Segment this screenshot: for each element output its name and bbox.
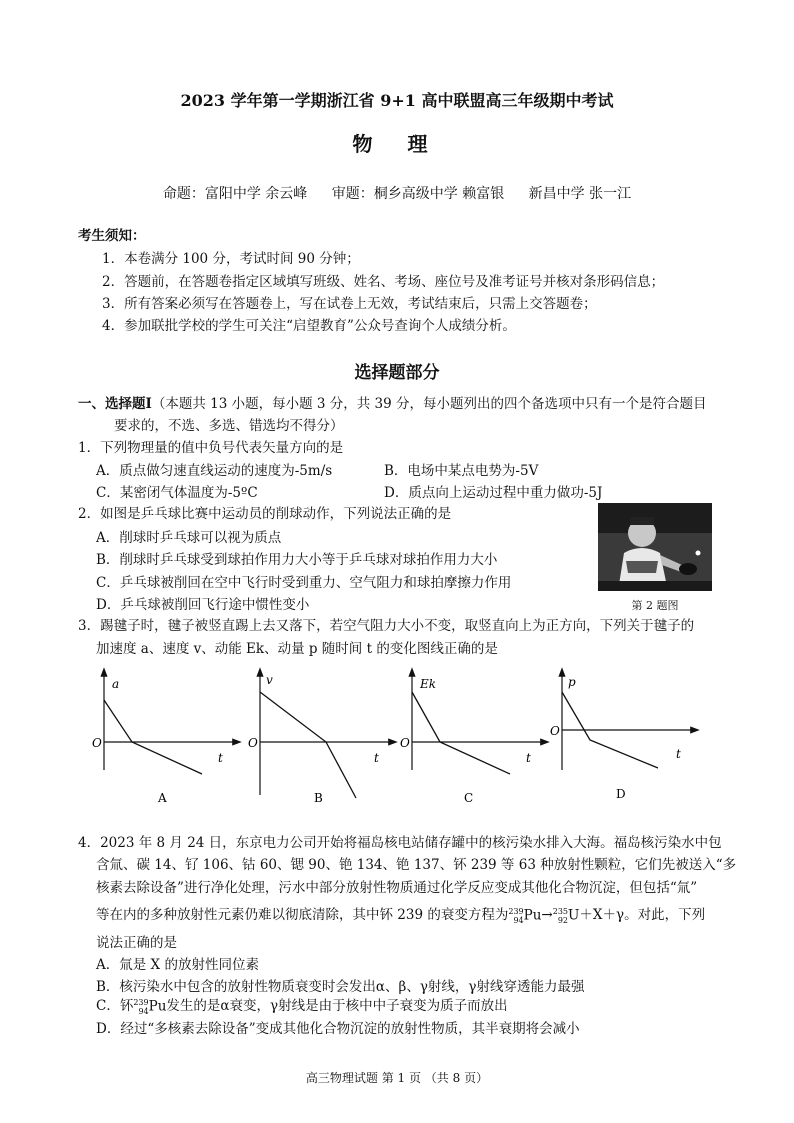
q4-line-5: 说法正确的是 [96,935,177,951]
q4-line-4 [96,903,705,925]
author-reviewer-1: 审题：桐乡高级中学 赖富银 [331,186,505,202]
part1-desc-2: 要求的，不选、多选、错选均不得分） [114,418,344,434]
option-label: C [464,791,474,805]
part1-desc-1: （本题共 13 小题，每小题 3 分，共 39 分，每小题列出的四个备选项中只有一个是符合题目 [151,396,707,412]
q3-stem-2: 加速度 a、速度 v、动能 Ek、动量 p 随时间 t 的变化图线正确的是 [96,641,498,657]
curve-a [104,700,202,774]
q4-line-3: 核素去除设备”进行净化处理，污水中部分放射性物质通过化学反应变成其他化合物沉淀，但包括“氚” [96,880,698,896]
q1-option-c: C．某密闭气体温度为-5ºC [96,485,258,501]
section-title: 选择题部分 [354,363,440,383]
q3-graph-d [550,670,700,814]
origin-label: O [550,724,560,738]
curve-b [260,692,356,798]
q4-option-c [96,994,508,1016]
pu-number: 94 [513,915,524,925]
u-mass: 235 [552,906,569,916]
q2-option-a: A．削球时乒乓球可以视为质点 [96,530,282,546]
pu-number-c: 94 [138,1006,149,1016]
q2-stem: 2．如图是乒乓球比赛中运动员的削球动作，下列说法正确的是 [78,506,452,522]
q3-stem-1: 3．踢毽子时，毽子被竖直踢上去又落下，若空气阻力大小不变，取竖直向上为正方向，下列关于毽子的 [78,618,695,634]
q1-option-a: A．质点做匀速直线运动的速度为-5m/s [96,463,333,479]
q1-option-b: B．电场中某点电势为-5V [384,463,539,479]
part1-intro [78,392,707,412]
notice-item-4: 4．参加联批学校的学生可关注“启望教育”公众号查询个人成绩分析。 [102,318,516,334]
y-label: a [112,677,120,691]
part1-heading: 一、选择题Ⅰ [78,396,152,412]
q2-option-c: C．乒乓球被削回在空中飞行时受到重力、空气阻力和球拍摩擦力作用 [96,575,512,591]
subject-title: 物 理 [352,132,442,156]
q4-option-c-pre: C．钚 [96,998,134,1014]
exam-title: 2023 学年第一学期浙江省 9+1 高中联盟高三年级期中考试 [180,91,614,110]
pu-mass-c: 239 [133,997,149,1007]
pu-symbol: Pu [523,907,542,923]
q4-option-c-post: 发生的是α衰变，γ射线是由于核中中子衰变为质子而放出 [166,998,508,1014]
authors-line [0,183,794,203]
y-label: Ek [420,677,437,691]
y-label: v [266,673,273,687]
eq-rest: ＋X＋γ。对此，下列 [579,907,706,923]
x-label: t [218,751,223,765]
notice-item-1: 1．本卷满分 100 分，考试时间 90 分钟； [102,251,360,267]
curve-c [412,692,510,774]
origin-label: O [248,736,258,750]
notice-item-2: 2．答题前，在答题卷指定区域填写班级、姓名、考场、座位号及准考证号并核对条形码信息； [102,274,665,290]
q2-option-b: B．削球时乒乓球受到球拍作用力大小等于乒乓球对球拍作用力大小 [96,552,498,568]
option-label: D [616,787,626,801]
x-label: t [374,751,379,765]
q2-option-d: D．乒乓球被削回飞行途中惯性变小 [96,597,310,613]
arrow-symbol: → [541,907,553,923]
option-label: B [314,791,323,805]
x-label: t [676,747,681,761]
q4-line-4-text: 等在内的多种放射性元素仍难以彻底清除，其中钚 239 的衰变方程为 [96,907,509,923]
notice-item-3: 3．所有答案必须写在答题卷上，写在试卷上无效，考试结束后，只需上交答题卷； [102,296,597,312]
option-label: A [158,791,167,805]
origin-label: O [400,736,410,750]
q4-line-2: 含氚、碳 14、钌 106、钴 60、锶 90、铯 134、铯 137、钚 239 等 63 种放射性颗粒，它们先被送入“多 [96,857,737,873]
page-footer: 高三物理试题 第 1 页 （共 8 页） [305,1071,489,1085]
q2-table-tennis-photo [598,503,712,591]
pu-nuclide [508,907,541,925]
q3-graph-c [400,670,550,814]
pu-nuclide-c [133,998,166,1016]
q4-option-b: B．核污染水中包含的放射性物质衰变时会发出α、β、γ射线，γ射线穿透能力最强 [96,979,585,995]
x-label: t [526,751,531,765]
q4-line-1: 4．2023 年 8 月 24 日，东京电力公司开始将福岛核电站储存罐中的核污染水排入大海。福岛核污染水中包 [78,835,722,851]
author-setter: 命题：富阳中学 余云峰 [162,186,308,202]
pu-mass: 239 [508,906,524,916]
q3-graph-b [248,670,398,814]
q1-option-d: D．质点向上运动过程中重力做功-5J [384,485,603,501]
q3-graph-a [92,670,242,814]
pu-symbol-c: Pu [148,998,167,1014]
author-reviewer-2: 新昌中学 张一江 [528,186,632,202]
q4-option-d: D．经过“多核素去除设备”变成其他化合物沉淀的放射性物质，其半衰期将会减小 [96,1021,580,1037]
origin-label: O [92,736,102,750]
q1-stem: 1．下列物理量的值中负号代表矢量方向的是 [78,440,344,456]
notice-heading: 考生须知： [78,228,146,244]
q4-option-a: A．氚是 X 的放射性同位素 [96,957,259,973]
q2-figure-caption: 第 2 题图 [631,599,679,612]
u-symbol: U [568,907,580,923]
u-nuclide [553,907,580,925]
u-number: 92 [557,915,569,925]
y-label: p [568,675,576,689]
